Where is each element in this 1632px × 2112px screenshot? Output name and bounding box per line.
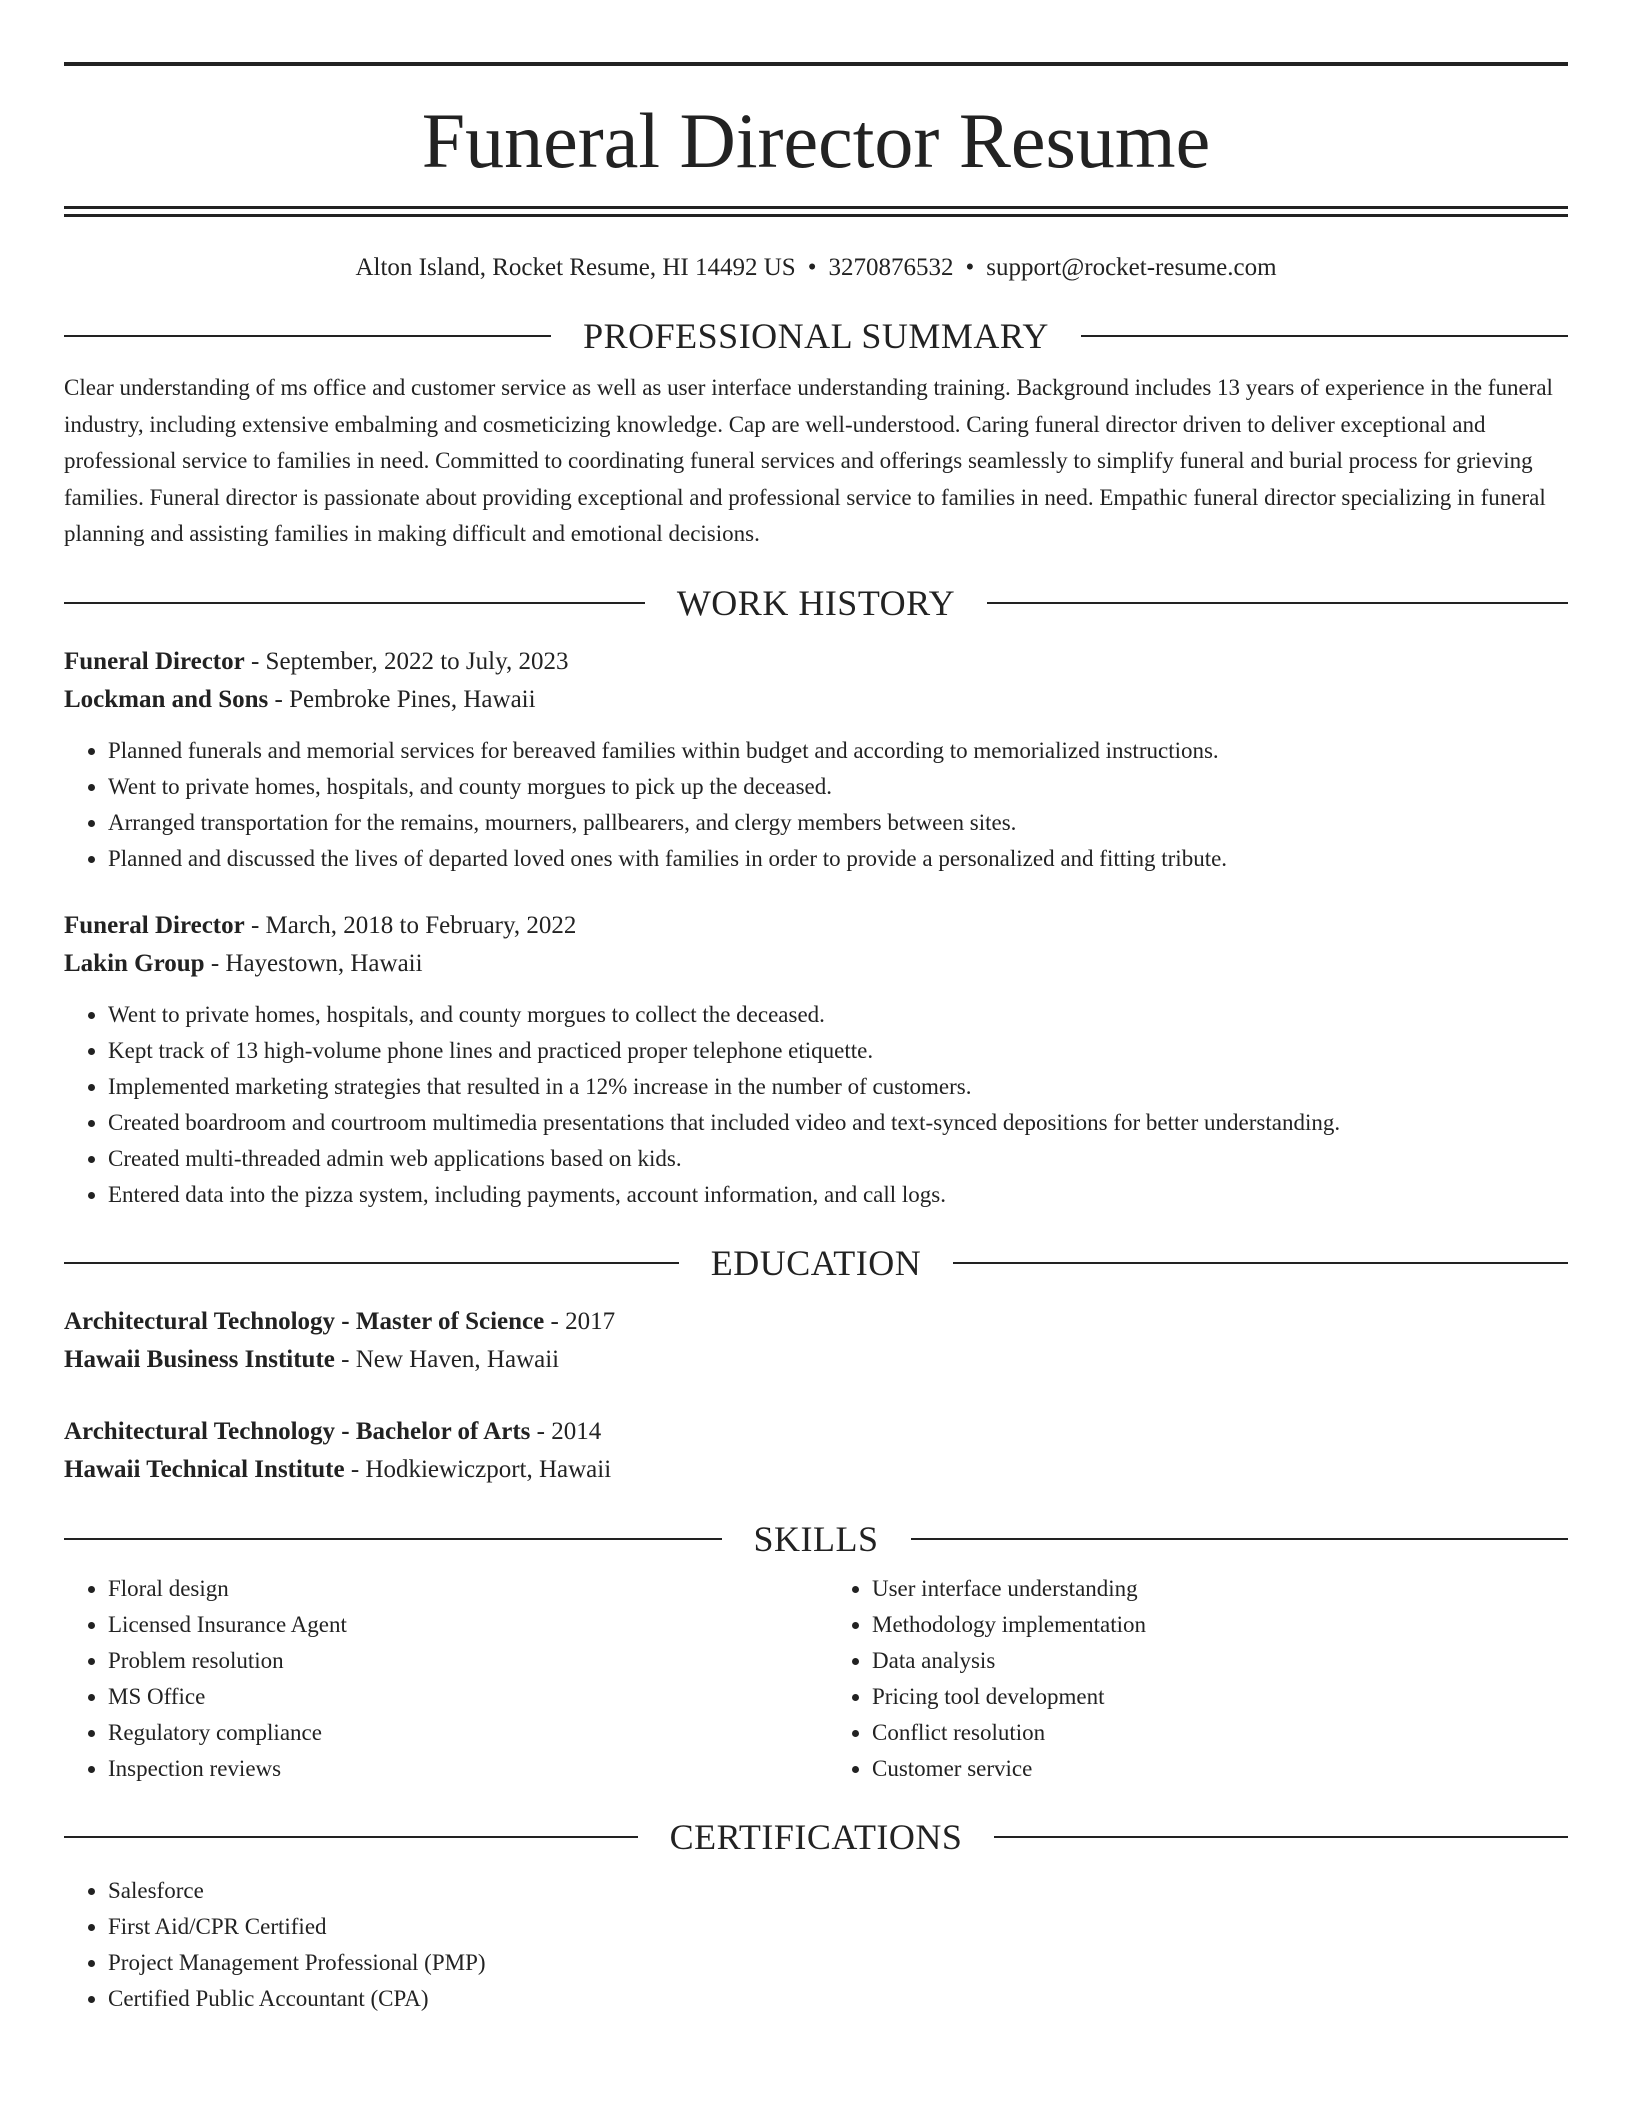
list-item: • User interface understanding [872,1571,1568,1607]
edu-location: - New Haven, Hawaii [334,1345,560,1373]
edu-school-line [64,1451,1568,1489]
edu-degree-line [64,1413,1568,1451]
list-item: • First Aid/CPR Certified [108,1909,1568,1945]
list-item: • Floral design [108,1571,804,1607]
list-item: • MS Office [108,1679,804,1715]
divider-line [64,1538,722,1540]
contact-phone: 3270876532 [828,254,954,281]
section-title-skills: SKILLS [753,1518,879,1559]
job-bullets [64,733,1568,877]
list-item: • Went to private homes, hospitals, and county morgues to pick up the deceased. [108,769,1568,805]
contact-separator: • [807,254,817,281]
list-item: • Created boardroom and courtroom multimedia presentations that included video and text-synced depositions for better understanding. [108,1105,1568,1141]
section-title-certifications: CERTIFICATIONS [669,1816,963,1857]
section-header-skills [64,1517,1568,1561]
contact-email: support@rocket-resume.com [986,254,1277,281]
divider-line [64,1836,638,1838]
list-item: • Conflict resolution [872,1715,1568,1751]
divider-line [911,1538,1569,1540]
list-item: • Problem resolution [108,1643,804,1679]
job-location: - Pembroke Pines, Hawaii [268,685,536,713]
job-company: Lockman and Sons [64,685,269,713]
list-item: • Arranged transportation for the remains, mourners, pallbearers, and clergy members between sites. [108,805,1568,841]
list-item: • Planned and discussed the lives of departed loved ones with families in order to provide a personalized and fitting tribute. [108,841,1568,877]
education-entry [64,1303,1568,1379]
job-entry [64,643,1568,877]
section-title-summary: PROFESSIONAL SUMMARY [583,316,1049,356]
list-item: • Created multi-threaded admin web applications based on kids. [108,1141,1568,1177]
contact-separator: • [965,254,975,281]
list-item: • Entered data into the pizza system, including payments, account information, and call logs. [108,1177,1568,1213]
section-header-work [64,581,1568,625]
edu-degree-line [64,1303,1568,1341]
list-item: • Project Management Professional (PMP) [108,1945,1568,1981]
certifications-list [64,1873,1568,2017]
list-item: • Salesforce [108,1873,1568,1909]
title-double-rule [64,206,1568,217]
divider-line [1081,335,1568,337]
skills-grid [64,1571,1568,1787]
contact-line [64,250,1568,286]
edu-school-line [64,1341,1568,1379]
divider-line [64,602,645,604]
section-title-education: EDUCATION [710,1242,922,1283]
top-rule [64,62,1568,66]
list-item: • Certified Public Accountant (CPA) [108,1981,1568,2017]
job-location: - Hayestown, Hawaii [204,949,423,977]
job-entry [64,907,1568,1213]
list-item: • Methodology implementation [872,1607,1568,1643]
list-item: • Pricing tool development [872,1679,1568,1715]
list-item: • Customer service [872,1751,1568,1787]
job-company-line [64,945,1568,983]
skills-list-left [64,1571,804,1787]
divider-line [64,1262,679,1264]
divider-line [994,1836,1568,1838]
edu-school: Hawaii Business Institute [64,1345,335,1373]
job-title-line [64,643,1568,681]
divider-line [953,1262,1568,1264]
list-item: • Inspection reviews [108,1751,804,1787]
section-header-summary [64,314,1568,358]
page-title: Funeral Director Resume [421,97,1211,184]
education-entry [64,1413,1568,1489]
list-item: • Kept track of 13 high-volume phone lines and practiced proper telephone etiquette. [108,1033,1568,1069]
list-item: • Planned funerals and memorial services for bereaved families within budget and according to memorialized instructions. [108,733,1568,769]
job-company: Lakin Group [64,949,205,977]
edu-degree: Architectural Technology - Bachelor of Arts [64,1417,531,1445]
job-title-line [64,907,1568,945]
section-header-education [64,1241,1568,1285]
list-item: • Licensed Insurance Agent [108,1607,804,1643]
job-title: Funeral Director [64,911,245,939]
divider-line [64,335,551,337]
job-company-line [64,681,1568,719]
section-title-work: WORK HISTORY [676,582,956,623]
section-header-certifications [64,1815,1568,1859]
summary-paragraph: Clear understanding of ms office and customer service as well as user interface understanding training. Background includes 13 years of experience in the funeral industry, including extensive embalming and cosmeticizing knowledge. Cap are well-understood. Caring funeral director driven to deliver exceptional and professional service to families in need. Committed to coordinating funeral services and offerings seamlessly to simplify funeral and burial process for grieving families. Funeral director is passionate about providing exceptional and professional service to families in need. Empathic funeral director specializing in funeral planning and assisting families in making difficult and emotional decisions. [64,375,1553,546]
edu-school: Hawaii Technical Institute [64,1455,345,1483]
job-title: Funeral Director [64,647,245,675]
job-dates: - September, 2022 to July, 2023 [244,647,569,675]
job-bullets [64,997,1568,1213]
divider-line [987,602,1568,604]
edu-location: - Hodkiewiczport, Hawaii [344,1455,612,1483]
job-dates: - March, 2018 to February, 2022 [244,911,577,939]
list-item: • Implemented marketing strategies that resulted in a 12% increase in the number of customers. [108,1069,1568,1105]
contact-address: Alton Island, Rocket Resume, HI 14492 US [355,254,796,281]
skills-list-right [828,1571,1568,1787]
list-item: • Data analysis [872,1643,1568,1679]
edu-year: - 2017 [544,1307,616,1335]
list-item: • Regulatory compliance [108,1715,804,1751]
edu-degree: Architectural Technology - Master of Science [64,1307,545,1335]
list-item: • Went to private homes, hospitals, and county morgues to collect the deceased. [108,997,1568,1033]
edu-year: - 2014 [530,1417,602,1445]
